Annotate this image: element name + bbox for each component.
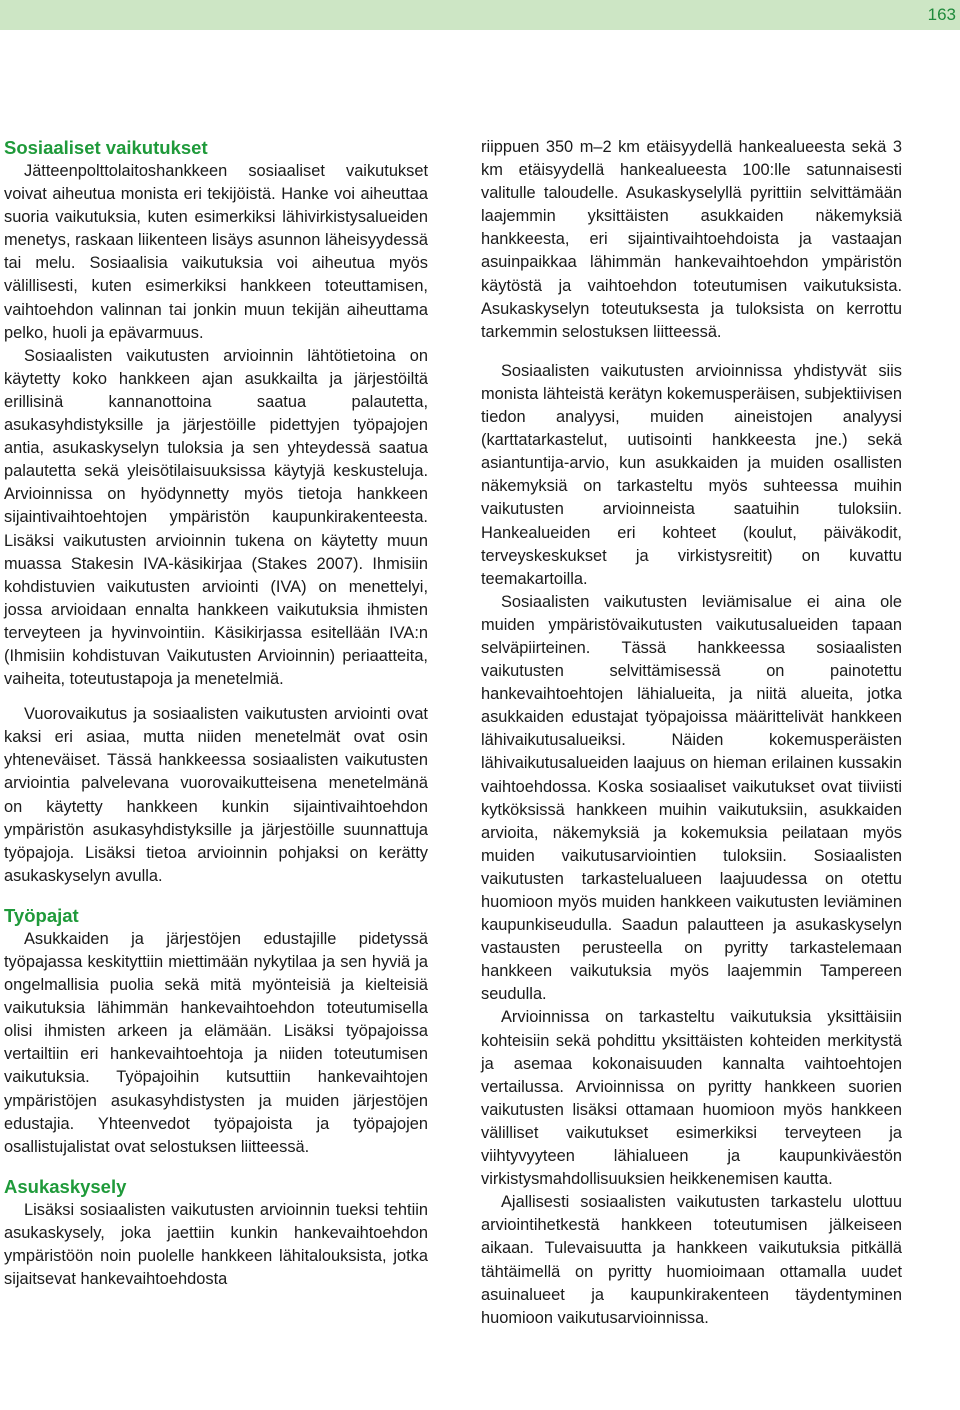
paragraph: Ajallisesti sosiaalisten vaikutusten tarkastelu ulottuu arviointihetkestä hankkeen toteutumisen jälkeiseen aikaan. Tulevaisuutta ja hankkeen vaikutuksia pitkällä tähtäimellä on pyritty huomioimaan ottamalla uudet asuinalueet ja kaupunkirakenteen täydentyminen huomioon vaikutusarvioinnissa. — [481, 1193, 902, 1327]
paragraph: Sosiaalisten vaikutusten leviämisalue ei aina ole muiden ympäristövaikutusten vaikutusalueiden tapaan selväpiirteinen. Tässä hankkeessa sosiaalisten vaikutusten selvittämisessä on painotettu hankevaihtoehtojen lähialueita, ja niitä alueita, jotka asukkaiden edustajat työpajoissa määrittelivät hankkeen lähivaikutusalueiksi. Näiden kokemusperäisten lähivaikutusalueiden laajuus on hieman erilainen kussakin vaihtoehdossa. Koska sosiaaliset vaikutukset ovat tiiviisti kytköksissä hankkeen muihin vaikutuksiin, asukkaiden arvioita, näkemyksiä ja kokemuksia peilataan myös muiden vaikutusarviointien tuloksiin. Sosiaalisten vaikutusten tarkastelualueen laajuudessa on otettu huomioon myös muiden hankkeen vaikutusten leviäminen kaupunkiseudulla. Saadun palautteen ja asukaskyselyn vastausten perusteella on pyritty tarkastelemaan hankkeen vaikutuksia myös laajemmin Tampereen seudulla. — [481, 592, 902, 1004]
paragraph: Jätteenpolttolaitoshankkeen sosiaaliset vaikutukset voivat aiheutua monista eri tekijöistä. Hanke voi aiheuttaa suoria vaikutuksia, kuten esimerkiksi lähivirkistysalueiden menetys, raskaan liikenteen lisäys asunnon läheisyydessä tai melu. Sosiaalisia vaikutuksia voi aiheutua myös välillisesti, kuten esimerkiksi hankkeen toteuttamisen, vaihtoehdon valinnan tai jonkin muun tekijän aiheuttama pelko, huoli ja epävarmuus. — [4, 162, 428, 342]
page-number: 163 — [927, 5, 956, 24]
section-heading-sosiaaliset-vaikutukset: Sosiaaliset vaikutukset — [4, 137, 208, 158]
section-heading-asukaskysely: Asukaskysely — [4, 1175, 127, 1197]
paragraph: Lisäksi sosiaalisten vaikutusten arvioinnin tueksi tehtiin asukaskysely, joka jaettiin kunkin hankevaihtoehdon ympäristöön noin puolelle hankkeen lähitalouksista, jotka sijaitsevat hankevaihtoehdosta — [4, 1200, 428, 1289]
left-column — [4, 136, 428, 1291]
paragraph: Vuorovaikutus ja sosiaalisten vaikutusten arviointi ovat kaksi eri asiaa, mutta niiden menetelmät ovat osin yhteneväiset. Tässä hankkeessa sosiaalisten vaikutusten arviointia palvelevana vuorovaikutteisena menetelmänä on käytetty hankkeen kunkin sijaintivaihtoehdon ympäristön asukasyhdistyksille ja järjestöille suunnattuja työpajoja. Lisäksi tietoa arvioinnin pohjaksi on kerätty asukaskyselyn avulla. — [4, 705, 428, 885]
paragraph: Arvioinnissa on tarkasteltu vaikutuksia yksittäisiin kohteisiin sekä pohdittu yksittäisten kohteiden merkitystä ja asemaa kokonaisuuden kannalta vaihtoehtojen vertailussa. Arvioinnissa on pyritty hankkeen suorien vaikutusten lisäksi ottamaan huomioon myös hankkeen välilliset vaikutukset esimerkiksi terveyteen ja viihtyvyyteen lähialueen ja kaupunkiväestön virkistysmahdollisuuksien heikkenemisen kautta. — [481, 1008, 902, 1189]
paragraph: Asukkaiden ja järjestöjen edustajille pidetyssä työpajassa keskityttiin miettimään nykytilaa ja sen hyviä ja ongelmallisia puolia sekä mitä myönteisiä ja kielteisiä vaikutuksia lähimmän hankevaihtoehdon toteutumisella olisi ihmisten arkeen ja elämään. Lisäksi työpajoissa vertailtiin eri hankevaihtoehtoja ja niiden toteutumisen vaikutuksia. Työpajoihin kutsuttiin hankevaihtojen ympäristöjen asukasyhdistysten ja muiden järjestöjen edustajia. Yhteenvedot työpajoista ja työpajojen osallistujalistat ovat selostuksen liitteessä. — [4, 929, 428, 1156]
page-header-bar — [0, 0, 960, 30]
paragraph: Sosiaalisten vaikutusten arvioinnissa yhdistyvät siis monista lähteistä kerätyn kokemusperäisen, subjektiivisen tiedon analyysi, muiden aineistojen analyysi (karttatarkastelut, uutisointi hankkeesta jne.) sekä asiantuntija-arvio, kun asukkaiden ja muiden osallisten näkemyksiä on tarkasteltu myös suhteessa muihin vaikutusten arvioinneista saatuihin tuloksiin. Hankealueiden eri kohteet (koulut, päiväkodit, terveyskeskukset ja virkistysreitit) on kuvattu teemakartoilla. — [481, 361, 902, 588]
right-column — [481, 136, 902, 1330]
paragraph: riippuen 350 m–2 km etäisyydellä hankealueesta sekä 3 km etäisyydellä hankealueesta 100:lle satunnaisesti valitulle taloudelle. Asukaskyselyllä pyrittiin selvittämään laajemmin yksittäisten asukkaiden näkemyksiä hankkeesta, eri sijaintivaihtoehdoista ja vastaajan asuinpaikkaa lähimmän hankevaihtoehdon ympäristön käytöstä ja vaihtoehdon toteutumisen vaikutuksista. Asukaskyselyn toteutuksesta ja tuloksista on kerrottu tarkemmin selostuksen liitteessä. — [481, 138, 902, 341]
section-heading-tyopajat: Työpajat — [4, 904, 79, 926]
paragraph: Sosiaalisten vaikutusten arvioinnin lähtötietoina on käytetty koko hankkeen ajan asukkailta ja järjestöiltä erillisinä kannanottoina saatua palautetta, asukasyhdistyksille ja järjestöille pidettyjen työpajojen antia, asukaskyselyn tuloksia ja sen yhteydessä saatua palautetta sekä yleisötilaisuuksissa käytyjä keskusteluja. Arvioinnissa on hyödynnetty myös tietoja hankkeen sijaintivaihtoehtojen ympäristön kaupunkirakenteesta. Lisäksi vaikutusten arvioinnin tukena on käytetty muun muassa Stakesin IVA-käsikirjaa (Stakes 2007). Ihmisiin kohdistuvien vaikutusten arviointi (IVA) on menettelyi, jossa arvioidaan ennalta hankkeen vaikutuksia ihmisten terveyteen ja hyvinvointiin. Käsikirjassa esitellään IVA:n (Ihmisiin kohdistuvan Vaikutusten Arvioinnin) periaatteita, vaiheita, toteutustapoja ja menetelmiä. — [4, 346, 428, 689]
